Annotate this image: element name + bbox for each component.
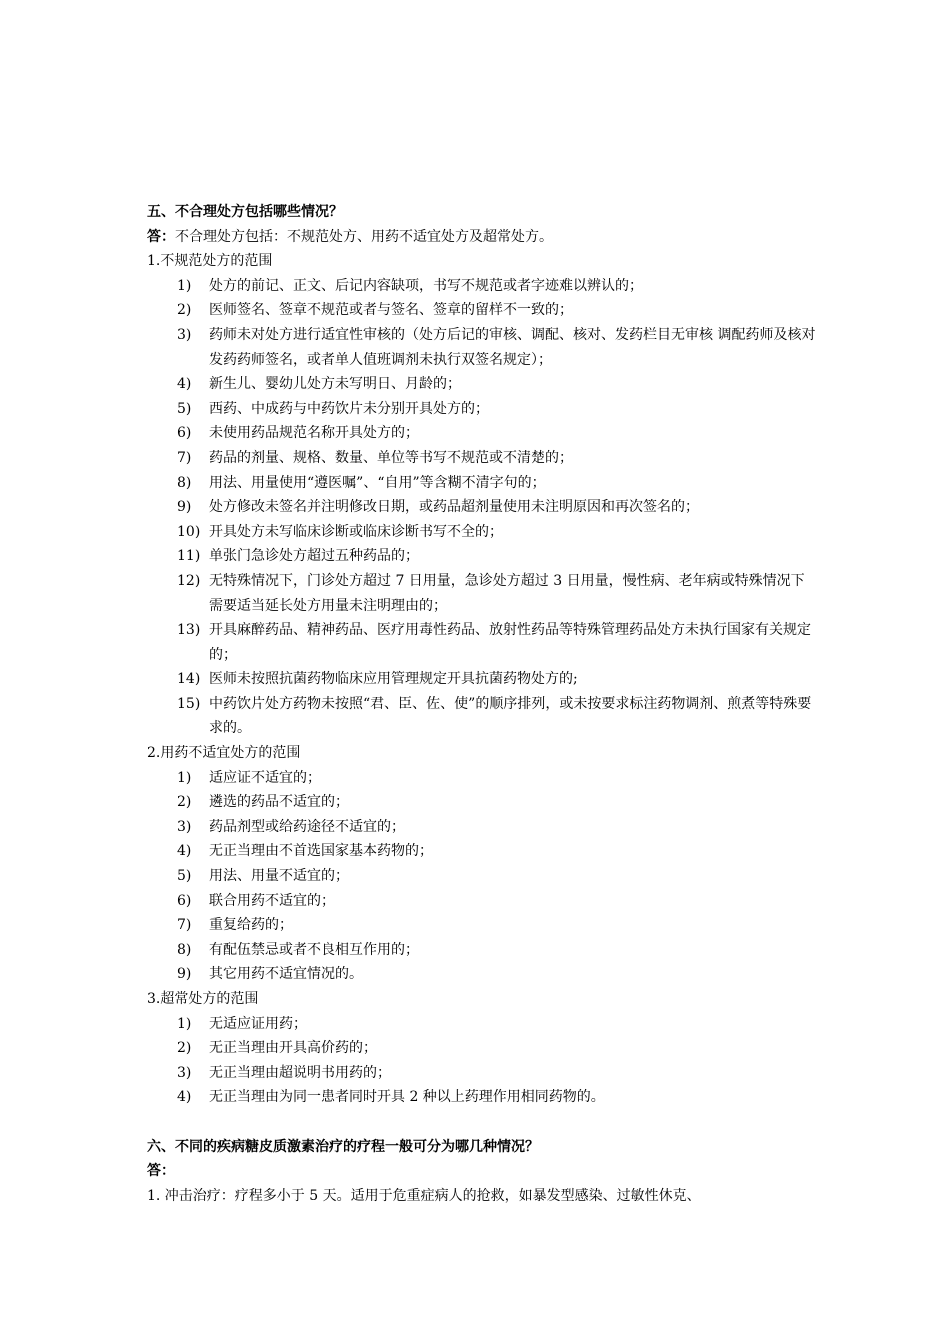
group-title: 1.不规范处方的范围: [147, 253, 273, 270]
list-item: [147, 569, 817, 618]
list-item-number: 6): [177, 425, 192, 442]
list-item: [147, 618, 817, 667]
list-item-text: 药师未对处方进行适宜性审核的（处方后记的审核、调配、核对、发药栏目无审核 调配药师及核对发药药师签名，或者单人值班调剂未执行双签名规定）；: [209, 326, 816, 368]
list-item-text: 中药饮片处方药物未按照“君、臣、佐、使”的顺序排列，或未按要求标注药物调剂、煎煮等特殊要求的。: [209, 695, 812, 737]
list-item-number: 11): [177, 548, 201, 565]
section-5-answer: [147, 225, 817, 250]
list-item-text: 处方的前记、正文、后记内容缺项，书写不规范或者字迹难以辨认的；: [209, 277, 643, 294]
item-list: [147, 766, 817, 987]
item-list: [147, 1012, 817, 1110]
group-title: 2.用药不适宜处方的范围: [147, 745, 301, 762]
list-item-text: 适应证不适宜的；: [209, 769, 321, 786]
list-item-text: 其它用药不适宜情况的。: [209, 966, 363, 983]
list-item-text: 药品的剂量、规格、数量、单位等书写不规范或不清楚的；: [209, 449, 573, 466]
list-item-number: 2): [177, 1040, 192, 1057]
list-item-text: 无适应证用药；: [209, 1015, 307, 1032]
list-item-number: 7): [177, 449, 192, 466]
document-page: [147, 200, 817, 1208]
list-item-number: 14): [177, 671, 201, 688]
list-item-number: 10): [177, 523, 201, 540]
list-item-text: 无正当理由超说明书用药的；: [209, 1064, 391, 1081]
list-item-number: 4): [177, 1089, 192, 1106]
list-item: [147, 298, 817, 323]
list-item: [147, 471, 817, 496]
list-item-number: 8): [177, 474, 192, 491]
list-item-number: 5): [177, 868, 192, 885]
section-5-groups: [147, 249, 817, 1110]
list-item: [147, 1036, 817, 1061]
section-6-heading: 六、不同的疾病糖皮质激素治疗的疗程一般可分为哪几种情况？: [147, 1138, 539, 1155]
list-item-text: 西药、中成药与中药饮片未分别开具处方的；: [209, 400, 489, 417]
list-item-text: 开具处方未写临床诊断或临床诊断书写不全的；: [209, 523, 503, 540]
list-item-number: 15): [177, 695, 201, 712]
list-item: [147, 815, 817, 840]
item-list: [147, 274, 817, 741]
section-5-heading: 五、不合理处方包括哪些情况？: [147, 204, 343, 220]
list-item-number: 4): [177, 843, 192, 860]
list-item-text: 单张门急诊处方超过五种药品的；: [209, 548, 419, 565]
list-item: [147, 544, 817, 569]
list-item: [147, 913, 817, 938]
list-item-number: 8): [177, 941, 192, 958]
group-title: 3.超常处方的范围: [147, 991, 259, 1007]
list-item: [147, 446, 817, 471]
list-item: [147, 520, 817, 545]
list-item: [147, 667, 817, 692]
list-item-text: 无正当理由开具高价药的；: [209, 1040, 377, 1057]
list-item-number: 7): [177, 917, 192, 934]
list-item-text: 无特殊情况下，门诊处方超过 7 日用量，急诊处方超过 3 日用量，慢性病、老年病或特殊情况下需要适当延长处方用量未注明理由的；: [209, 572, 805, 614]
list-item-number: 1): [177, 769, 192, 786]
list-item-text: 未使用药品规范名称开具处方的；: [209, 425, 419, 442]
list-item-text: 联合用药不适宜的；: [209, 892, 335, 909]
list-item: [147, 397, 817, 422]
list-item-text: 药品剂型或给药途径不适宜的；: [209, 818, 405, 835]
list-item: [147, 692, 817, 741]
list-item-text: 重复给药的；: [209, 917, 293, 934]
section-6-answer: [147, 1159, 817, 1184]
list-item-number: 13): [177, 622, 201, 639]
list-item: [147, 839, 817, 864]
list-item: [147, 938, 817, 963]
list-item-text: 无正当理由不首选国家基本药物的；: [209, 843, 433, 860]
list-item: [147, 889, 817, 914]
list-item-text: 遴选的药品不适宜的；: [209, 794, 349, 811]
section-spacer: [147, 1110, 817, 1135]
list-item-text: 处方修改未签名并注明修改日期，或药品超剂量使用未注明原因和再次签名的；: [209, 499, 699, 516]
list-item-text: 开具麻醉药品、精神药品、医疗用毒性药品、放射性药品等特殊管理药品处方未执行国家有关规定的；: [209, 622, 811, 663]
list-item: [147, 495, 817, 520]
list-item: [147, 766, 817, 791]
list-item: [147, 790, 817, 815]
list-item-number: 1): [177, 1015, 192, 1032]
list-item-number: 3): [177, 1064, 192, 1081]
list-item: [147, 1012, 817, 1037]
list-item-text: 用法、用量不适宜的；: [209, 868, 349, 885]
list-item-number: 1): [177, 277, 192, 294]
answer-label: 答：: [147, 1163, 175, 1180]
list-item-text: 有配伍禁忌或者不良相互作用的；: [209, 941, 419, 958]
list-item-number: 9): [177, 499, 192, 516]
list-item-number: 3): [177, 818, 192, 835]
list-item: [147, 421, 817, 446]
list-item-number: 2): [177, 302, 192, 319]
list-item-number: 4): [177, 376, 192, 393]
list-item: [147, 274, 817, 299]
list-item: [147, 1061, 817, 1086]
list-item-number: 12): [177, 572, 201, 589]
answer-label: 答：: [147, 228, 175, 245]
section-6-first-line: 1. 冲击治疗：疗程多小于 5 天。适用于危重症病人的抢救，如暴发型感染、过敏性休克、: [147, 1187, 701, 1204]
list-item: [147, 962, 817, 987]
list-item-number: 2): [177, 794, 192, 811]
list-item-text: 新生儿、婴幼儿处方未写明日、月龄的；: [209, 376, 461, 393]
list-item: [147, 1085, 817, 1110]
list-item-number: 6): [177, 892, 192, 909]
list-item-text: 医师未按照抗菌药物临床应用管理规定开具抗菌药物处方的;: [209, 671, 578, 688]
list-item: [147, 372, 817, 397]
list-item-text: 用法、用量使用“遵医嘱”、“自用”等含糊不清字句的；: [209, 474, 546, 491]
list-item: [147, 323, 817, 372]
list-item: [147, 864, 817, 889]
list-item-number: 9): [177, 966, 192, 983]
list-item-number: 5): [177, 400, 192, 417]
answer-text: 不合理处方包括：不规范处方、用药不适宜处方及超常处方。: [175, 228, 553, 245]
list-item-text: 无正当理由为同一患者同时开具 2 种以上药理作用相同药物的。: [209, 1089, 605, 1106]
list-item-number: 3): [177, 326, 192, 343]
list-item-text: 医师签名、签章不规范或者与签名、签章的留样不一致的；: [209, 302, 573, 319]
